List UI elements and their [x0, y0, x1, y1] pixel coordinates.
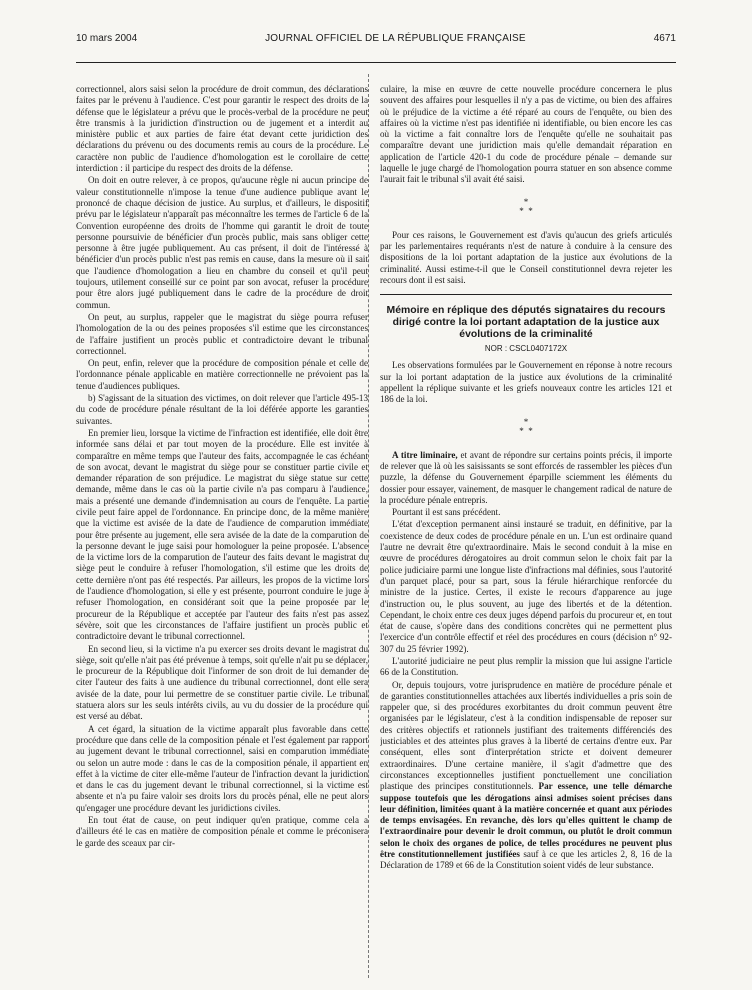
paragraph: culaire, la mise en œuvre de cette nouvelle procédure concernera le plus souvent des affaires pour lesquelles il n'y a pas de victime, ou bien des affaires où le préjudice de la victime a été réparé au cours de l'enquête, ou bien des affaires où la victime n'est pas identifiée ni identifiable, ou bien encore les cas où la victime a fait connaître lors de l'enquête qu'elle ne souhaitait pas comparaître devant une juridiction mais qu'elle demandait réparation en application de l'article 420-1 du code de procédure pénale – demande sur laquelle le juge chargé de l'homologation pourra statuer en son absence comme l'aurait fait le tribunal s'il avait été saisi.	[380, 84, 672, 185]
memo-title: Mémoire en réplique des députés signataires du recours dirigé contre la loi portant adaptation de la justice aux évolutions de la criminalité	[386, 305, 666, 341]
preliminary-label: A titre liminaire,	[392, 449, 458, 460]
emphasized-text: Par essence, une telle démarche suppose toutefois que les dérogations ainsi admises soient précises dans leur définition, limitées quant à la matière concernée et quant aux périodes de temps envisagées. En revanche, dès lors qu'elles quittent le champ de l'extraordinaire pour devenir le droit commun, ou plutôt le droit commun selon le choix des organes de police, de telles procédures ne peuvent plus être constitutionnellement justifiées	[380, 781, 672, 860]
paragraph-text: Or, depuis toujours, votre jurisprudence en matière de procédure pénale et de garanties constitutionnelles attachées aux libertés individuelles a pris soin de rappeler que, si des procédures exorbitantes du droit commun peuvent être organisées par le législateur, c'est à la condition indispensable de reposer sur des critères objectifs et rationnels justifiant des traitements différenciés des justiciables et des atteintes plus graves à la liberté de certains d'entre eux. Par conséquent, elles sont d'interprétation stricte et doivent demeurer extraordinaires. D'une certaine manière, il s'agit d'admettre que des circonstances exceptionnelles justifient ponctuellement une conciliation plastique des principes constitutionnels.	[380, 679, 672, 792]
paragraph: Pour ces raisons, le Gouvernement est d'avis qu'aucun des griefs articulés par les parlementaires requérants n'est de nature à conduire à la censure des dispositions de la loi portant adaptation de la justice aux évolutions de la criminalité. Aussi estime-t-il que le Conseil constitutionnel devra rejeter les recours dont il est saisi.	[380, 229, 672, 285]
paragraph	[380, 680, 672, 872]
memo-rule	[380, 294, 672, 295]
section-separator: * * *	[519, 416, 533, 436]
header-date: 10 mars 2004	[76, 32, 138, 44]
paragraph: A cet égard, la situation de la victime apparaît plus favorable dans cette procédure que dans celle de la composition pénale et l'est également par rapport au jugement devant le tribunal correctionnel, saisi en comparution immédiate ou selon un autre mode : dans le cas de la composition pénale, il appartient en effet à la victime de citer elle-même l'auteur de l'infraction devant la juridiction et dans le cas du jugement devant le tribunal correctionnel, si la victime est absente et n'a pu faire valoir ses droits lors du procès pénal, elle ne peut alors qu'engager une procédure devant les juridictions civiles.	[76, 723, 368, 813]
column-separator	[368, 74, 369, 978]
paragraph: En second lieu, si la victime n'a pu exercer ses droits devant le magistrat du siège, soit qu'elle n'ait pas été prévenue à temps, soit qu'elle n'ait pu se déplacer, le procureur de la République doit l'informer de son droit de lui demander de citer l'auteur des faits à une audience du tribunal correctionnel, dont elle sera avisée de la date, pour lui permettre de se constituer partie civile. Le tribunal statuera alors sur les seuls intérêts civils, au vu du dossier de la procédure qui est versé au débat.	[76, 643, 368, 722]
journal-title: JOURNAL OFFICIEL DE LA RÉPUBLIQUE FRANÇAISE	[265, 32, 526, 44]
preliminary-text: et avant de répondre sur certains points précis, il importe de relever que là où les saisissants se sont efforcés de rassembler les pièces d'un puzzle, la défense du Gouvernement éparpille sciemment les éléments du dossier pour essayer, vainement, de masquer le changement radical de nature de la procédure pénale entrepris.	[380, 449, 672, 505]
paragraph: On peut, enfin, relever que la procédure de composition pénale et celle de l'ordonnance pénale applicable en matière correctionnelle ne prévoient pas la tenue d'audiences publiques.	[76, 358, 368, 391]
paragraph: L'état d'exception permanent ainsi instauré se traduit, en définitive, par la coexistence de deux codes de procédure pénale en un. L'un est ordinaire quand l'autre ne devrait être qu'extraordinaire. Mais le second conduit à la mise en œuvre de procédures dérogatoires au droit commun selon le choix fait par la police judiciaire parmi une longue liste d'infractions mal définies, sous l'autorité d'un parquet placé, pour sa part, sous la férule hiérarchique renforcée du ministre de la justice. Certes, il existe le recours d'apparence au juge d'instruction ou, le plus souvent, au juge des libertés et de la détention. Cependant, le choix entre ces deux juges dépend parfois du procureur et, en tout état de cause, s'opère dans des conditions concrètes qui ne permettent plus l'exercice d'un contrôle effectif et réel des procédures en cours (décision n° 92-307 du 25 février 1992).	[380, 519, 672, 654]
paragraph: L'autorité judiciaire ne peut plus remplir la mission que lui assigne l'article 66 de la Constitution.	[380, 655, 672, 678]
paragraph-text-tail: sauf à ce que les articles 2, 8, 16 de la Déclaration de 1789 et 66 de la Constitution soient vidés de leur substance.	[380, 849, 672, 871]
page-header	[76, 30, 676, 46]
paragraph: En tout état de cause, on peut indiquer qu'en pratique, comme cela a d'ailleurs été le cas en matière de composition pénale et comme le préconisera le garde des sceaux par cir-	[76, 815, 368, 848]
paragraph: b) S'agissant de la situation des victimes, on doit relever que l'article 495-13 du code de procédure pénale résultant de la loi déférée apporte les garanties suivantes.	[76, 393, 368, 426]
header-rule	[76, 62, 676, 63]
paragraph	[380, 450, 672, 506]
paragraph: On doit en outre relever, à ce propos, qu'aucune règle ni aucun principe de valeur constitutionnelle n'impose la tenue d'une audience publique avant le prononcé de chaque décision de justice. Au surplus, et d'ailleurs, le dispositif prévu par le législateur n'apparaît pas méconnaître les termes de l'article 6 de la Convention européenne des droits de l'homme qui garantit le droit de toute personne poursuivie de bénéficier d'un procès public, mais sans obliger cette personne à être jugée publiquement. Au cas présent, il doit de l'intéressé à bénéficier d'un procès public n'est pas remis en cause, dans la mesure où il sait que l'audience d'homologation a lieu en chambre du conseil et qu'il peut toujours, utilement conseillé sur ce point par son avocat, refuser la procédure pour être alors jugé publiquement dans le cadre de la procédure de droit commun.	[76, 175, 368, 310]
page-number: 4671	[653, 32, 676, 44]
left-column	[76, 84, 368, 984]
paragraph: On peut, au surplus, rappeler que le magistrat du siège pourra refuser l'homologation de la ou des peines proposées s'il estime que les circonstances de l'affaire justifient un procès public et contradictoire devant le tribunal correctionnel.	[76, 311, 368, 356]
paragraph: En premier lieu, lorsque la victime de l'infraction est identifiée, elle doit être informée sans délai et par tout moyen de la procédure. Elle est invitée à comparaître en même temps que l'auteur des faits, accompagnée le cas échéant de son avocat, devant le magistrat du siège pour se constituer partie civile et demander réparation de son préjudice. Le magistrat du siège statue sur cette demande, même dans le cas où la partie civile n'a pas comparu à l'audience, mais a présenté une demande d'indemnisation au cours de l'enquête. La partie civile peut faire appel de l'ordonnance. En principe donc, de la même manière que la victime est avisée de la date de l'audience de comparution immédiate pour être présente au jugement, elle sera avisée de la date de la comparution de la personne devant le juge saisi pour homologuer la peine proposée. L'absence de la victime lors de la comparution de l'auteur des faits devant le magistrat du siège peut le conduire à refuser l'homologation, s'il estime que les droits de cette dernière n'ont pas été respectés. Par ailleurs, les propos de la victime lors de l'audience d'homologation, si elle y est présente, pourront conduire le juge à refuser l'homologation, en considérant soit que la peine proposée par le procureur de la République et acceptée par l'auteur des faits n'est pas assez sévère, soit que les circonstances de l'affaire justifient un procès public et contradictoire devant le tribunal correctionnel.	[76, 427, 368, 642]
nor-reference: NOR : CSCL0407172X	[484, 344, 568, 354]
section-separator: * * *	[519, 196, 533, 216]
paragraph: Pourtant il est sans précédent.	[392, 507, 501, 518]
paragraph: correctionnel, alors saisi selon la procédure de droit commun, des déclarations faites par le prévenu à l'audience. C'est pour garantir le respect des droits de la défense que le législateur a prévu que le procès-verbal de la procédure ne peut être transmis à la juridiction d'instruction ou de jugement et a interdit au ministère public et aux parties de faire état devant cette juridiction des déclarations du prévenu ou des documents remis au cours de la procédure. Le caractère non public de l'audience d'homologation est le corollaire de cette interdiction : il participe du respect des droits de la défense.	[76, 84, 368, 174]
right-column	[380, 84, 672, 984]
paragraph: Les observations formulées par le Gouvernement en réponse à notre recours sur la loi portant adaptation de la justice aux évolutions de la criminalité appellent la réplique suivante et les griefs nouveaux contre les articles 121 et 186 de la loi.	[380, 360, 672, 405]
